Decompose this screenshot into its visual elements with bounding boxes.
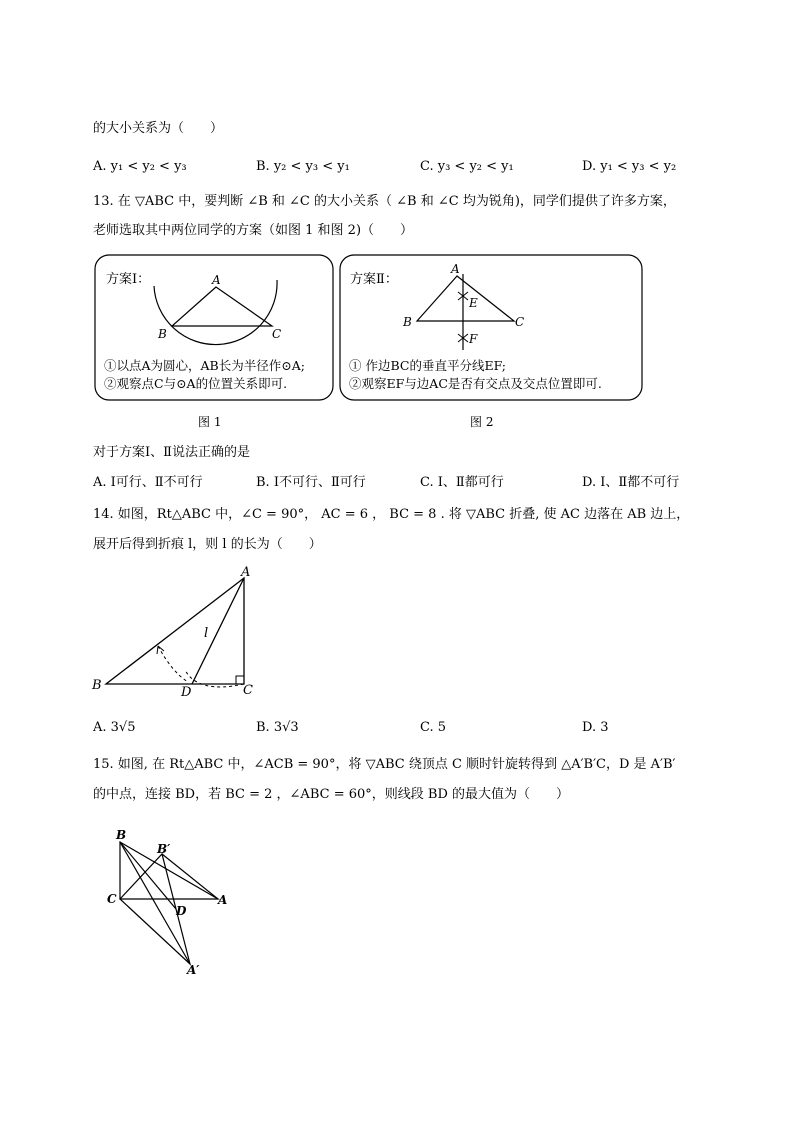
q14-option-d: D. 3 [582,720,609,735]
q14-fold-arc-2 [158,646,188,682]
q15-stem-line2: 的中点，连接 BD，若 BC = 2 ，∠ABC = 60°，则线段 BD 的最大值为（ ） [93,787,570,802]
q15-point-a-prime: A′ [187,963,200,976]
q14-point-c: C [243,683,253,698]
fig2-caption: 图 2 [470,415,494,429]
q13-stem-line1: 13. 在 ▽ABC 中，要判断 ∠B 和 ∠C 的大小关系（ ∠B 和 ∠C 均为锐角)，同学们提供了许多方案， [93,194,676,209]
fig1-circle-arc [154,280,277,345]
fig1-point-a: A [212,273,221,287]
fig1-point-c: C [272,327,282,341]
q14-triangle [106,578,244,684]
q13-question: 对于方案Ⅰ、Ⅱ说法正确的是 [93,445,250,460]
q13-stem-line2: 老师选取其中两位同学的方案（如图 1 和图 2)（ ） [93,223,414,238]
fig1-point-b: B [158,327,167,341]
fig2-point-b: B [403,315,412,329]
q14-point-d: D [181,685,192,700]
q14-figure [88,562,268,702]
q14-label-l: l [204,626,209,641]
q14-arrow-head [157,646,164,654]
q14-stem-line1: 14. 如图，Rt△ABC 中，∠C = 90°， AC = 6 ， BC = 8 . 将 ▽ABC 折叠, 使 AC 边落在 AB 边上， [93,507,690,522]
q13-option-a: A. Ⅰ可行、Ⅱ不可行 [93,475,203,490]
q14-point-b: B [92,678,102,693]
fig2-step1: ① 作边BC的垂直平分线EF; [349,358,507,373]
q13-option-b: B. Ⅰ不可行、Ⅱ可行 [256,475,366,490]
q15-segment-b-a2 [120,842,190,964]
q15-point-a: A [218,893,228,907]
q13-figure-2 [339,254,645,402]
q15-point-c: C [107,892,117,906]
q13-figure-1 [94,254,334,402]
q12-option-c: C. y₃ < y₂ < y₁ [420,159,514,174]
q12-stem-end: 的大小关系为（ ） [93,121,224,136]
q15-figure [100,826,240,976]
q13-option-d: D. Ⅰ、Ⅱ都不可行 [582,475,680,490]
fig2-point-f: F [469,332,478,346]
q15-point-b-prime: B′ [157,842,171,856]
q12-option-d: D. y₁ < y₃ < y₂ [582,159,677,174]
fig1-title: 方案Ⅰ： [106,272,151,287]
fig2-point-e: E [469,296,478,310]
q15-point-b: B [116,828,127,842]
fig2-point-c: C [515,315,525,329]
q12-option-b: B. y₂ < y₃ < y₁ [256,159,350,174]
q14-point-a: A [241,565,251,580]
q15-segment-b2-a [162,854,218,899]
fig2-step2: ②观察EF与边AC是否有交点及交点位置即可. [349,376,602,391]
fig2-point-a: A [451,262,460,276]
q14-option-b: B. 3√3 [256,720,299,735]
fig1-caption: 图 1 [198,415,222,429]
q12-option-a: A. y₁ < y₂ < y₃ [93,159,187,174]
fig1-triangle [172,287,272,326]
fig1-step1: ①以点A为圆心，AB长为半径作⊙A; [104,358,305,373]
q14-option-a: A. 3√5 [93,720,136,735]
q15-point-d: D [176,904,187,918]
q14-option-c: C. 5 [420,720,447,735]
fig2-title: 方案Ⅱ： [350,272,398,287]
q14-stem-line2: 展开后得到折痕 l，则 l 的长为（ ） [93,537,322,552]
q14-fold-line [192,578,244,684]
fig1-step2: ②观察点C与⊙A的位置关系即可. [104,376,288,391]
q13-option-c: C. Ⅰ、Ⅱ都可行 [420,475,504,490]
q15-stem-line1: 15. 如图, 在 Rt△ABC 中，∠ACB = 90°，将 ▽ABC 绕顶点 C 顺时针旋转得到 △A′B′C，D 是 A′B′ [93,757,676,772]
